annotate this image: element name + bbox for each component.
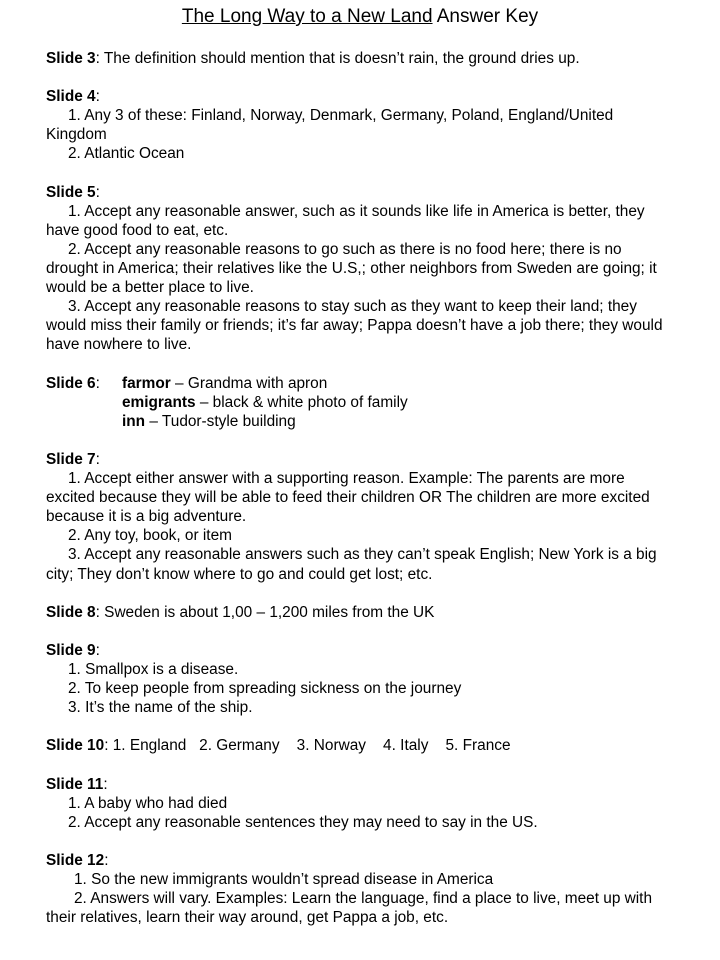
slide-7-answer-3: 3. Accept any reasonable answers such as they can’t speak English; New York is a big city; They don’t know where to go and could get lost; etc. [46,546,657,583]
slide-12-answer-2: 2. Answers will vary. Examples: Learn the language, find a place to live, meet up with their relatives, learn their way around, get Pappa a job, etc. [46,890,653,927]
vocab-row [122,374,676,393]
answer-list [46,49,676,946]
slide-5-section [46,183,676,355]
vocab-desc: – Grandma with apron [170,374,328,392]
vocab-desc: – Tudor-style building [145,412,296,430]
slide-8-text: : Sweden is about 1,00 – 1,200 miles from the UK [95,603,435,621]
vocab-row [122,393,676,412]
slide-3-text: : The definition should mention that is doesn’t rain, the ground dries up. [95,50,580,67]
slide-7-section [46,450,676,584]
slide-9-colon: : [95,641,100,659]
slide-7-answer-1: 1. Accept either answer with a supporting reason. Example: The parents are more excited because they will be able to feed their children OR The children are more excited because it is a big adventure. [46,470,650,526]
vocabulary-list [122,374,676,431]
slide-4-label: Slide 4 [46,88,96,106]
slide-5-answer-3: 3. Accept any reasonable reasons to stay such as they want to keep their land; they would miss their family or friends; it’s far away; Pappa doesn’t have a job there; they would have nowhere to live. [46,298,663,354]
slide-4-section [46,87,676,163]
slide-8-section [46,603,676,622]
slide-9-answer-3: 3. It’s the name of the ship. [68,699,253,717]
slide-4-answer-2: 2. Atlantic Ocean [68,145,185,163]
slide-11-answer-1: 1. A baby who had died [68,794,228,812]
slide-5-label: Slide 5 [46,183,96,201]
slide-12-colon: : [104,851,109,869]
slide-10-label: Slide 10 [46,737,105,755]
page-title [0,6,720,28]
slide-9-answer-1: 1. Smallpox is a disease. [68,661,239,678]
slide-7-answer-2: 2. Any toy, book, or item [68,527,232,545]
slide-9-answer-2: 2. To keep people from spreading sickness on the journey [68,680,462,698]
slide-5-answer-2: 2. Accept any reasonable reasons to go such as there is no food here; there is no drought in America; their relatives like the U.S,; other neighbors from Sweden are going; it would be a better place to live. [46,240,657,297]
slide-4-colon: : [95,88,100,106]
slide-10-text: : 1. England 2. Germany 3. Norway 4. Italy 5. France [104,737,511,755]
slide-5-answer-1: 1. Accept any reasonable answer, such as it sounds like life in America is better, they have good food to eat, etc. [46,202,645,239]
slide-6-section [46,374,676,431]
slide-9-label: Slide 9 [46,641,96,659]
title-rest: Answer Key [432,6,539,27]
slide-5-colon: : [95,183,100,201]
slide-9-section [46,641,676,717]
slide-11-answer-2: 2. Accept any reasonable sentences they may need to say in the US. [68,813,538,831]
slide-12-answer-1: 1. So the new immigrants wouldn’t spread disease in America [74,871,494,889]
slide-12-section [46,851,676,927]
slide-11-section [46,775,676,832]
vocab-term: inn [122,412,146,430]
slide-8-label: Slide 8 [46,603,96,621]
vocab-term: farmor [122,374,171,392]
slide-11-colon: : [103,775,108,793]
vocab-term: emigrants [122,393,196,411]
slide-3-section [46,49,676,68]
slide-12-label: Slide 12 [46,851,105,869]
slide-3-label: Slide 3 [46,50,96,67]
title-underlined: The Long Way to a New Land [181,6,433,27]
slide-7-label: Slide 7 [46,450,96,468]
vocab-row [122,412,676,431]
vocab-desc: – black & white photo of family [195,393,408,411]
slide-7-colon: : [95,450,100,468]
slide-10-section [46,736,676,755]
slide-6-label: Slide 6 [46,374,96,392]
slide-4-answer-1: 1. Any 3 of these: Finland, Norway, Denmark, Germany, Poland, England/United Kingdom [46,107,614,144]
slide-11-label: Slide 11 [46,775,104,793]
slide-6-colon: : [95,374,100,392]
